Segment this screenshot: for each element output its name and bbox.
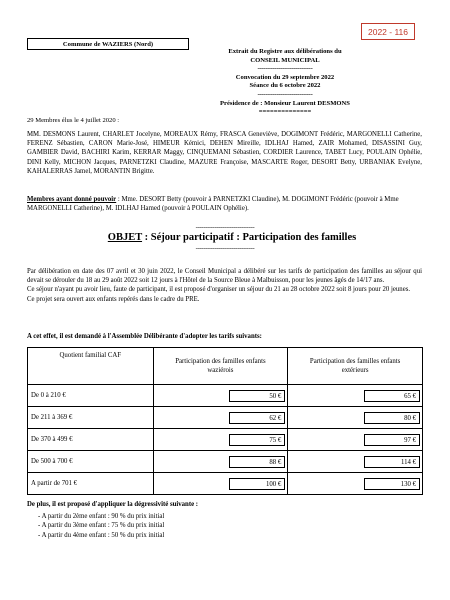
objet-dash-top: ------------------------------- [195,224,255,231]
extract-line: Séance du 6 octobre 2022 [249,82,321,90]
table-header-row [28,348,423,385]
table-row [28,473,423,495]
table-row [28,451,423,473]
extract-line: Convocation du 29 septembre 2022 [235,73,335,81]
body-paragraph: Ce séjour n'ayant pu avoir lieu, faute de participant, il est proposé d'organiser un séjour du 21 au 28 octobre 2022 soit 8 jours pour 20 jeunes. [27,286,411,294]
column-header: Participation des familles enfants extérieurs [288,348,423,385]
reference-badge: 2022 - 116 [361,23,415,40]
deliberation-body [27,267,422,304]
exterieurs-price: 80 € [364,412,420,424]
table-row [28,407,423,429]
table-row [28,429,423,451]
list-item: - A partir du 4ème enfant : 50 % du prix initial [38,531,165,539]
body-paragraph: Par délibération en date des 07 avril et 30 juin 2022, le Conseil Municipal a délibéré sur les tarifs de participation des familles au séjour qui devait se dérouler du 18 au 29 août 2022 soit 12 jours à l'Hôtel de la Source Bleue à Malbuisson, pour les jeunes âgés de 14/17 ans. [27,268,422,285]
extract-line: CONSEIL MUNICIPAL [250,56,320,64]
wazierois-price: 100 € [229,478,285,490]
members-list: MM. DESMONS Laurent, CHARLET Jocelyne, MOREAUX Rémy, FRASCA Geneviève, DOGIMONT Frédéric, MARGONELLI Catherine, FERENZ Sébastien, CARON Marie-José, HIMEUR Kémici, DEHEN Mireille, IDLHAJ Hamed, ZAIR Mohamed, DISASSINI Guy, GAMBIER David, BACHIRI Karim, KERRAR Maggy, CINQUEMANI Sébastien, CORDIER Laurence, TABET Lucy, POULAIN Ophélie, DINI Kelly, MICHON Jacques, PARNETZKI Claudine, MAZURE Françoise, MASCARTE Roger, DESORT Betty, URBANIAK Evelyne, KAHALERRAS Jamel, MORANTIN Brigitte. [27,131,422,175]
exterieurs-price: 130 € [364,478,420,490]
list-item: - A partir du 3ème enfant : 75 % du prix initial [38,522,165,530]
objet-text: : Séjour participatif : Participation des familles [142,232,357,243]
wazierois-price: 50 € [229,390,285,402]
proxy-text: : Mme. DESORT Betty (pouvoir à PARNETZKI Claudine), M. DOGIMONT Frédéric (pouvoir à Mme MARGONELLI Catherine), M. IDLHAJ Hamed (pouvoir à POULAIN Ophélie). [27,196,399,213]
wazierois-price: 62 € [229,412,285,424]
quotient-cell: De 211 à 369 € [28,407,154,429]
extract-line: ============== [258,108,312,116]
members-count: 29 Membres élus le 4 juillet 2020 : [27,117,120,124]
extract-line: Extrait du Registre aux délibérations du [228,48,342,55]
objet-title [82,232,382,243]
proxy-label: Membres ayant donné pouvoir [27,196,117,203]
column-header: Participation des familles enfants waziérois [153,348,288,385]
exterieurs-price: 97 € [364,434,420,446]
wazierois-price: 88 € [229,456,285,468]
exterieurs-price: 114 € [364,456,420,468]
quotient-cell: De 500 à 700 € [28,451,154,473]
commune-box: Commune de WAZIERS (Nord) [27,38,189,50]
objet-label: OBJET [107,232,143,243]
wazierois-price: 75 € [229,434,285,446]
request-line: A cet effet, il est demandé à l'Assemblée Délibérante d'adopter les tarifs suivants: [27,333,262,340]
degressivity-list [38,512,164,540]
objet-dash-bottom: ------------------------------- [195,245,255,252]
quotient-cell: A partir de 701 € [28,473,154,495]
degressivity-intro: De plus, il est proposé d'appliquer la dégressivité suivante : [27,501,199,508]
extract-line: ----------------------------- [257,90,313,98]
column-header: Quotient familial CAF [28,348,154,385]
exterieurs-price: 65 € [364,390,420,402]
list-item: - A partir du 2ème enfant : 90 % du prix initial [38,513,165,520]
register-extract-header [205,48,365,117]
tariff-table [27,347,423,495]
table-row [28,385,423,407]
quotient-cell: De 0 à 210 € [28,385,154,407]
quotient-cell: De 370 à 499 € [28,429,154,451]
extract-line: Présidence de : Monsieur Laurent DESMONS [220,99,350,107]
body-paragraph: Ce projet sera ouvert aux enfants repérés dans le cadre du PRE. [27,295,200,303]
extract-line: ----------------------------- [257,65,313,73]
proxy-members [27,195,422,213]
